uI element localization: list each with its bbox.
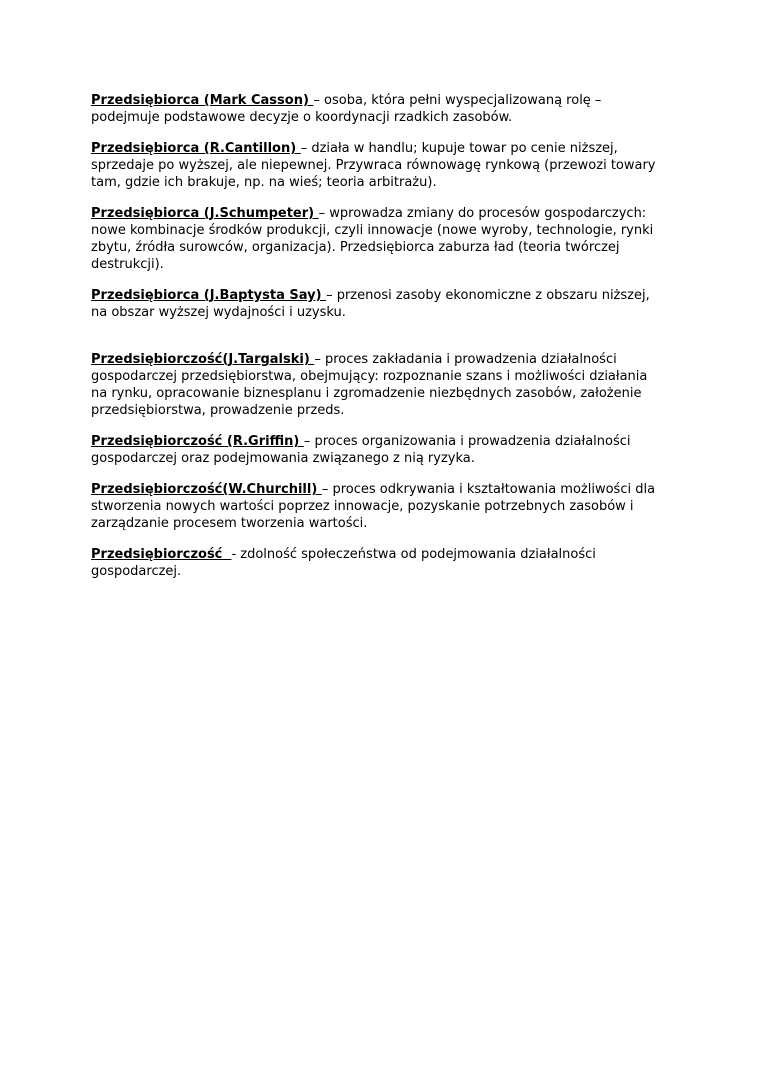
paragraph-body: – osoba, która pełni wyspecjalizowaną rolę – podejmuje podstawowe decyzje o koordynacji rzadkich zasobów. xyxy=(91,93,602,125)
paragraph xyxy=(91,140,663,191)
paragraph xyxy=(91,287,663,321)
paragraph-body: – proces zakładania i prowadzenia działalności gospodarczej przedsiębiorstwa, obejmujący: rozpoznanie szans i możliwości działania na rynku, opracowanie biznesplanu i zgromadzenie niezbędnych zasobów, założenie przedsiębiorstwa, prowadzenie przeds. xyxy=(91,352,648,418)
paragraph xyxy=(91,351,663,419)
paragraph-body: – proces odkrywania i kształtowania możliwości dla stworzenia nowych wartości poprzez innowacje, pozyskanie potrzebnych zasobów i zarządzanie procesem tworzenia wartości. xyxy=(91,482,656,531)
term-heading: Przedsiębiorca (R.Cantillon) xyxy=(91,141,301,156)
term-heading: Przedsiębiorczość(W.Churchill) xyxy=(91,482,322,497)
term-heading: Przedsiębiorca (Mark Casson) xyxy=(91,93,314,108)
paragraph-body: – przenosi zasoby ekonomiczne z obszaru niższej, na obszar wyższej wydajności i uzysku. xyxy=(91,288,650,320)
paragraph xyxy=(91,546,663,580)
term-heading: Przedsiębiorca (J.Baptysta Say) xyxy=(91,288,327,303)
term-heading: Przedsiębiorczość (R.Griffin) xyxy=(91,434,304,449)
term-heading: Przedsiębiorca (J.Schumpeter) xyxy=(91,206,319,221)
term-heading: Przedsiębiorczość xyxy=(91,547,232,562)
paragraph-body: – wprowadza zmiany do procesów gospodarczych: nowe kombinacje środków produkcji, czyli innowacje (nowe wyroby, technologie, rynki zbytu, źródła surowców, organizacja). Przedsiębiorca zaburza ład (teoria twórczej destrukcji). xyxy=(91,206,654,272)
paragraph-body: – proces organizowania i prowadzenia działalności gospodarczej oraz podejmowania związanego z nią ryzyka. xyxy=(91,434,631,466)
paragraph xyxy=(91,205,663,273)
term-heading: Przedsiębiorczość(J.Targalski) xyxy=(91,352,315,367)
paragraph xyxy=(91,433,663,467)
paragraph-body: - zdolność społeczeństwa od podejmowania działalności gospodarczej. xyxy=(91,547,596,579)
paragraph xyxy=(91,481,663,532)
paragraph-body: – działa w handlu; kupuje towar po cenie niższej, sprzedaje po wyższej, ale niepewnej. Przywraca równowagę rynkową (przewozi towary tam, gdzie ich brakuje, np. na wieś; teoria arbitrażu). xyxy=(91,141,656,190)
paragraph xyxy=(91,92,663,126)
